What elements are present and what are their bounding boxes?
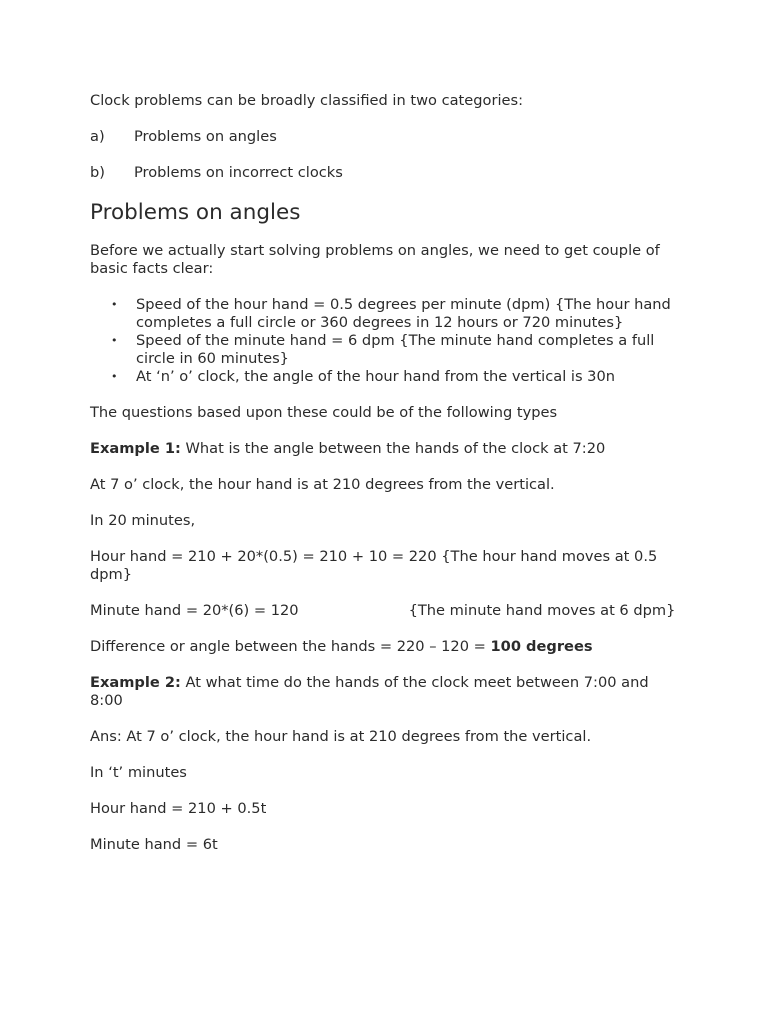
example2-in-t: In ‘t’ minutes	[90, 764, 187, 781]
example1-line1: At 7 o’ clock, the hour hand is at 210 degrees from the vertical.	[90, 476, 555, 493]
category-text: Problems on incorrect clocks	[134, 164, 343, 181]
example1-question	[90, 440, 680, 458]
fact-text: At ‘n’ o’ clock, the angle of the hour hand from the vertical is 30n	[136, 368, 615, 385]
document-page	[90, 92, 680, 872]
example1-label: Example 1:	[90, 440, 181, 457]
example2-question-text: At what time do the hands of the clock meet between 7:00 and 8:00	[90, 674, 649, 709]
example2-label: Example 2:	[90, 674, 181, 691]
example2-hour-hand: Hour hand = 210 + 0.5t	[90, 800, 267, 817]
example1-line2: In 20 minutes,	[90, 512, 196, 529]
fact-text: Speed of the minute hand = 6 dpm {The minute hand completes a full circle in 60 minutes}	[136, 332, 655, 367]
category-marker: a)	[90, 128, 105, 145]
fact-text: Speed of the hour hand = 0.5 degrees per minute (dpm) {The hour hand completes a full circle or 360 degrees in 12 hours or 720 minutes}	[136, 296, 671, 331]
example1-hour-hand: Hour hand = 210 + 20*(0.5) = 210 + 10 = 220 {The hour hand moves at 0.5 dpm}	[90, 548, 658, 583]
category-marker: b)	[90, 164, 105, 181]
example2-answer: Ans: At 7 o’ clock, the hour hand is at 210 degrees from the vertical.	[90, 728, 592, 745]
difference-text: Difference or angle between the hands = 220 – 120 =	[90, 638, 491, 655]
list-item	[111, 296, 680, 332]
minute-hand-calc: Minute hand = 20*(6) = 120	[90, 602, 299, 619]
list-item	[111, 332, 680, 368]
bullet-icon: •	[111, 298, 118, 311]
list-item	[111, 368, 680, 386]
difference-answer: 100 degrees	[490, 638, 593, 655]
intro-paragraph: Clock problems can be broadly classified in two categories:	[90, 92, 523, 109]
example2-minute-hand: Minute hand = 6t	[90, 836, 218, 853]
facts-intro-paragraph: Before we actually start solving problems on angles, we need to get couple of basic facts clear:	[90, 242, 660, 277]
example1-difference	[90, 638, 680, 656]
example1-minute-hand	[90, 602, 680, 620]
category-item-b	[90, 164, 680, 182]
category-item-a	[90, 128, 680, 146]
example2-question	[90, 674, 680, 710]
bullet-icon: •	[111, 370, 118, 383]
minute-hand-note: {The minute hand moves at 6 dpm}	[408, 602, 676, 619]
section-heading: Problems on angles	[90, 200, 301, 225]
category-text: Problems on angles	[134, 128, 277, 145]
facts-list	[90, 296, 680, 386]
bullet-icon: •	[111, 334, 118, 347]
example1-question-text: What is the angle between the hands of the clock at 7:20	[180, 440, 606, 457]
types-paragraph: The questions based upon these could be of the following types	[90, 404, 558, 421]
